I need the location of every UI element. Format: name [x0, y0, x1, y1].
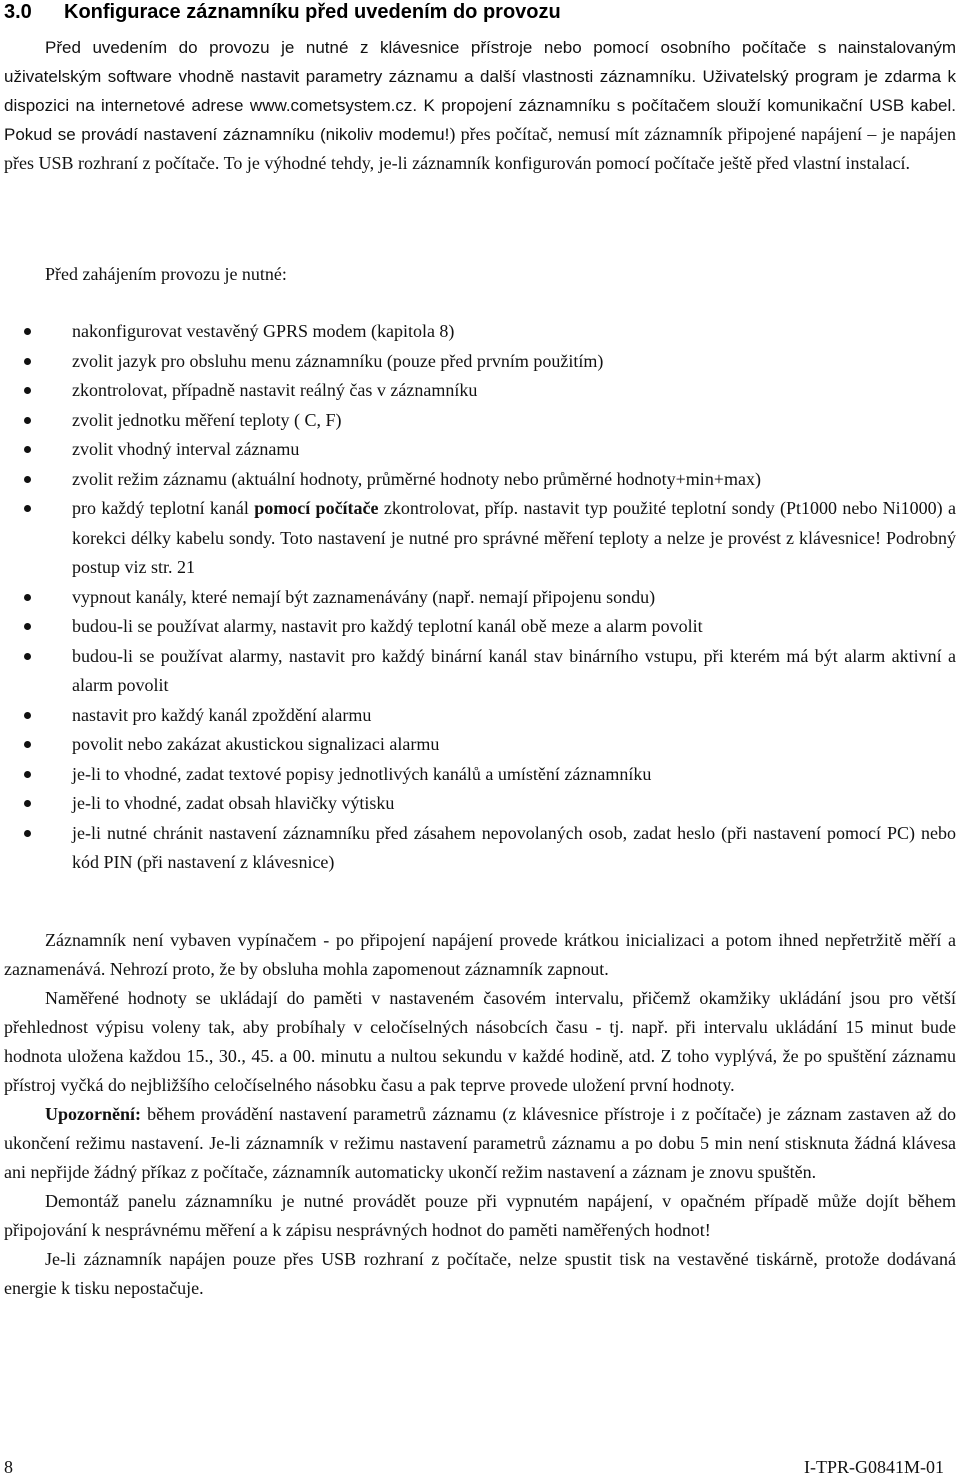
- checklist-item-text: pro každý teplotní kanál: [72, 498, 255, 518]
- checklist-item-emphasis: pomocí počítače: [254, 498, 379, 518]
- before-start-block: [4, 260, 956, 289]
- checklist-item: je-li nutné chránit nastavení záznamníku před zásahem nepovolaných osob, zadat heslo (při nastavení pomocí PC) nebo kód PIN (při nastavení z klávesnice): [4, 819, 956, 878]
- warning-paragraph: [4, 1100, 956, 1187]
- document-code: I-TPR-G0841M-01: [804, 1457, 944, 1477]
- checklist-item-text: zkontrolovat, příp. nastavit typ použité teplotní sondy (Pt1000 nebo Ni1000) a korekci délky kabelu sondy. Toto nastavení je nutné pro správné měření teploty a nelze je provést z klávesnice! Podrobný postup viz str. 21: [72, 498, 956, 577]
- intro-paragraph: [4, 33, 956, 178]
- checklist-item: vypnout kanály, které nemají být zaznamenávány (např. nemají připojenu sondu): [4, 583, 956, 613]
- intro-text-sans: Před uvedením do provozu je nutné z klávesnice přístroje nebo pomocí osobního počítače s nainstalovaným uživatelským software vhodně nastavit parametry záznamu a další vlastnosti záznamníku. Uživatelský program je zdarma k dispozici na internetové adrese www.cometsystem.cz. K propojení záznamníku s počítačem slouží komunikační USB kabel. Pokud se provádí nastavení záznamníku (nikoliv modemu!: [4, 38, 956, 144]
- checklist-item: je-li to vhodné, zadat obsah hlavičky výtisku: [4, 789, 956, 819]
- dismount-paragraph: Demontáž panelu záznamníku je nutné provádět pouze při vypnutém napájení, v opačném případě může dojít během připojování k nesprávnému měření a k zápisu nesprávných hodnot do paměti naměřených hodnot!: [4, 1191, 956, 1240]
- checklist-item: budou-li se používat alarmy, nastavit pro každý teplotní kanál obě meze a alarm povolit: [4, 612, 956, 642]
- checklist: [4, 317, 956, 878]
- checklist-item: zkontrolovat, případně nastavit reálný čas v záznamníku: [4, 376, 956, 406]
- no-switch-paragraph: Záznamník není vybaven vypínačem - po připojení napájení provede krátkou inicializaci a potom ihned nepřetržitě měří a zaznamenává. Nehrozí proto, že by obsluha mohla zapomenout záznamník zapnout.: [4, 930, 956, 979]
- checklist-item: nastavit pro každý kanál zpoždění alarmu: [4, 701, 956, 731]
- warning-text: během provádění nastavení parametrů záznamu (z klávesnice přístroje i z počítače) je záznam zastaven až do ukončení režimu nastavení. Je-li záznamník v režimu nastavení parametrů záznamu a po dobu 5 min není stisknuta žádná klávesa ani nepřijde žádný příkaz z počítače, záznamník automaticky ukončí režim nastavení a záznam je znovu spuštěn.: [4, 1104, 956, 1182]
- checklist-item: zvolit režim záznamu (aktuální hodnoty, průměrné hodnoty nebo průměrné hodnoty+min+max): [4, 465, 956, 495]
- checklist-item: zvolit jazyk pro obsluhu menu záznamníku (pouze před prvním použitím): [4, 347, 956, 377]
- before-start-text: Před zahájením provozu je nutné:: [45, 264, 287, 284]
- checklist-item: nakonfigurovat vestavěný GPRS modem (kapitola 8): [4, 317, 956, 347]
- usb-power-paragraph: Je-li záznamník napájen pouze přes USB rozhraní z počítače, nelze spustit tisk na vestavěné tiskárně, protože dodávaná energie k tisku nepostačuje.: [4, 1249, 956, 1298]
- checklist-item: je-li to vhodné, zadat textové popisy jednotlivých kanálů a umístění záznamníku: [4, 760, 956, 790]
- intro-text-serif: ) přes počítač, nemusí mít záznamník připojené napájení – je napájen přes USB rozhraní z počítače. To je výhodné tehdy, je-li záznamník konfigurován pomocí počítače ještě před vlastní instalací.: [4, 124, 956, 173]
- body-block: [4, 926, 956, 1303]
- storage-paragraph: Naměřené hodnoty se ukládají do paměti v nastaveném časovém intervalu, přičemž okamžiky ukládání jsou pro větší přehlednost výpisu voleny tak, aby probíhaly v celočíselných násobcích času - tj. např. při intervalu ukládání 15 minut bude hodnota uložena každou 15., 30., 45. a 00. minutu a nultou sekundu v každé hodině, atd. Z toho vyplývá, že po spuštění záznamu přístroj vyčká do nejbližšího celočíselného násobku času a pak teprve provede uložení první hodnoty.: [4, 988, 956, 1095]
- checklist-item: zvolit jednotku měření teploty ( C, F): [4, 406, 956, 436]
- page-number: 8: [4, 1457, 13, 1477]
- section-number: 3.0: [4, 1, 32, 23]
- intro-block: [4, 33, 956, 178]
- checklist-item: [4, 494, 956, 583]
- checklist-item: zvolit vhodný interval záznamu: [4, 435, 956, 465]
- checklist-block: [4, 317, 956, 878]
- checklist-item: povolit nebo zakázat akustickou signalizaci alarmu: [4, 730, 956, 760]
- section-heading: [4, 0, 561, 24]
- warning-label: Upozornění:: [45, 1104, 141, 1124]
- checklist-item: budou-li se používat alarmy, nastavit pro každý binární kanál stav binárního vstupu, při kterém má být alarm aktivní a alarm povolit: [4, 642, 956, 701]
- section-title: Konfigurace záznamníku před uvedením do provozu: [64, 1, 561, 23]
